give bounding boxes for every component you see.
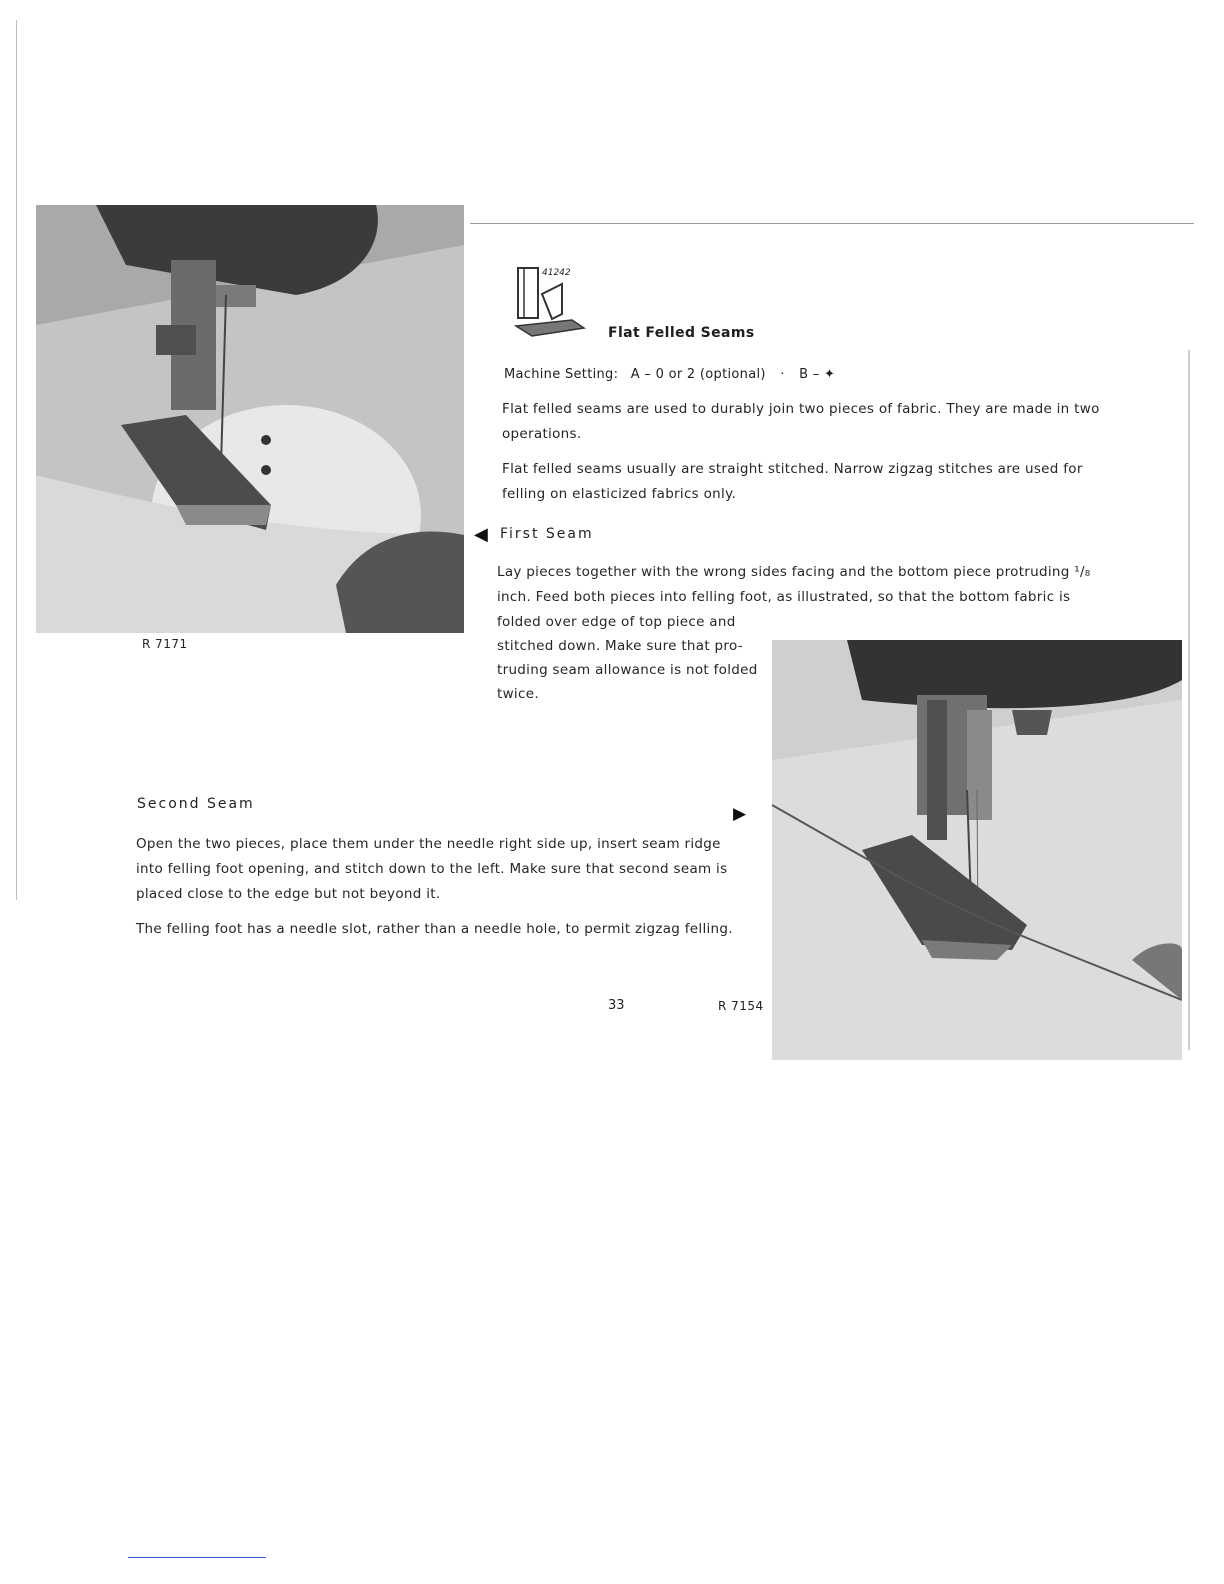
second-seam-paragraph-1: Open the two pieces, place them under the needle right side up, insert seam ridge into felling foot opening, and stitch down to the left. Make sure that second seam is placed close to the edge but not beyond it.	[136, 836, 728, 902]
first-seam-title: First Seam	[500, 526, 594, 542]
intro-paragraph-2: Flat felled seams usually are straight stitched. Narrow zigzag stitches are used for felling on elasticized fabrics only.	[502, 461, 1083, 502]
sewing-machine-illustration-right	[772, 640, 1182, 1060]
intro-paragraph-1: Flat felled seams are used to durably join two pieces of fabric. They are made in two operations.	[502, 401, 1100, 442]
first-seam-line: twice.	[497, 686, 539, 702]
scan-edge-top	[470, 223, 1194, 224]
first-seam-narrow	[497, 610, 762, 706]
b-setting: B – ✦	[799, 367, 836, 382]
scan-edge-left	[16, 20, 17, 900]
presser-foot-diagram	[512, 264, 592, 344]
second-seam-arrow: ▶	[733, 804, 747, 824]
setting-separator: ·	[780, 367, 785, 382]
machine-setting-label: Machine Setting:	[504, 367, 619, 382]
machine-setting	[504, 367, 835, 382]
second-seam-paragraph-2: The felling foot has a needle slot, rather than a needle hole, to permit zigzag felling.	[136, 921, 733, 937]
scan-edge-right	[1188, 350, 1190, 1050]
figure-caption-left: R 7171	[142, 637, 188, 651]
machine-setting-value: A – 0 or 2 (optional)	[630, 367, 766, 382]
first-seam-paragraph: Lay pieces together with the wrong sides facing and the bottom piece protruding ¹/₈ inch. Feed both pieces into felling foot, as illustrated, so that the bottom fabric is	[497, 564, 1091, 605]
second-seam-title: Second Seam	[137, 796, 255, 812]
scan-underline-bottom	[128, 1557, 266, 1558]
first-seam-line: folded over edge of top piece and	[497, 614, 736, 630]
first-seam-text	[497, 560, 1112, 610]
page-title: Flat Felled Seams	[608, 325, 755, 341]
sewing-machine-illustration-left	[36, 205, 464, 633]
first-seam-line: truding seam allowance is not folded	[497, 662, 758, 678]
figure-caption-right: R 7154	[718, 999, 764, 1013]
part-number: 41242	[542, 268, 571, 278]
intro-text	[502, 397, 1114, 507]
second-seam-text	[136, 832, 750, 942]
first-seam-arrow: ◀	[474, 524, 488, 545]
page-number: 33	[608, 998, 625, 1013]
photo-first-seam	[36, 205, 464, 633]
first-seam-line: stitched down. Make sure that pro-	[497, 638, 743, 654]
photo-second-seam	[772, 640, 1182, 1060]
